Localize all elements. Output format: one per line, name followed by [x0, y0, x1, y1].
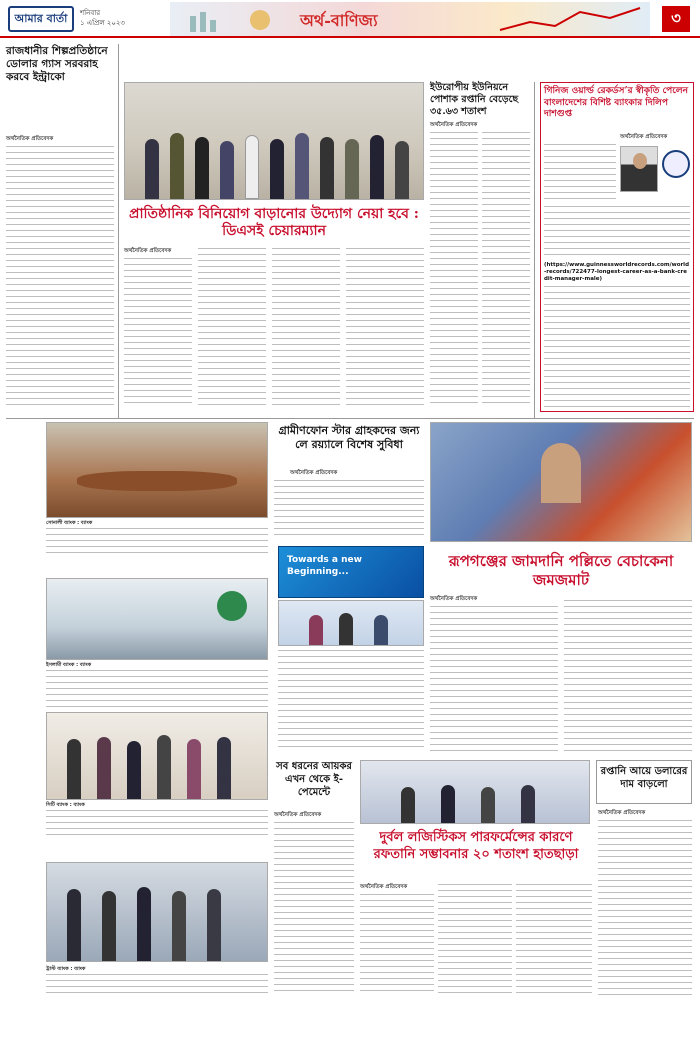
article-2-headline: প্রাতিষ্ঠানিক বিনিয়োগ বাড়ানোর উদ্যোগ নেয়া হবে : ডিএসই চেয়ারম্যান — [129, 206, 419, 239]
logistics-event-photo — [360, 760, 590, 824]
article-8-body — [598, 820, 692, 996]
islami-caption-label: ইসলামী ব্যাংক : ব্যাংক — [46, 662, 92, 668]
grameenphone-event-photo — [278, 600, 424, 646]
city-caption-label: সিটি ব্যাংক : ব্যাংক — [46, 802, 85, 808]
article-2-body-col3 — [272, 248, 340, 408]
article-4-body-mid — [544, 206, 690, 260]
banner-line-1: Towards a new — [287, 555, 362, 565]
article-7-byline: অর্থনৈতিক প্রতিবেদক — [274, 812, 322, 818]
banner-line-2: Beginning... — [287, 567, 349, 577]
article-6-headline: রূপগঞ্জের জামদানি পল্লিতে বেচাকেনা জমজমাট — [448, 552, 674, 589]
article-8-byline: অর্থনৈতিক প্রতিবেদক — [598, 810, 646, 816]
article-4-headline: গিনিজ ওয়ার্ল্ড রেকর্ডস’র স্বীকৃতি পেলেন বাংলাদেশের বিশিষ্ট ব্যাংকার দিলিপ দাশগুপ্ত — [544, 86, 688, 119]
article-4-body-top — [544, 144, 616, 204]
article-1-byline: অর্থনৈতিক প্রতিবেদক — [6, 136, 54, 142]
trust-bank-photo — [46, 862, 268, 962]
article-5-headline: গ্রামীণফোন স্টার গ্রাহকদের জন্য লে রয়্যালে বিশেষ সুবিধা — [278, 424, 420, 451]
newspaper-logo: আমার বার্তা — [8, 6, 74, 32]
article-6-body-col1 — [430, 606, 558, 756]
article-7-headline: সব ধরনের আয়কর এখন থেকে ই-পেমেন্টে — [276, 761, 352, 798]
masthead-date-text: ১ এপ্রিল ২০২৩ — [80, 19, 125, 27]
article-2-byline: অর্থনৈতিক প্রতিবেদক — [124, 248, 172, 254]
article-9-body-col3 — [516, 884, 592, 996]
guinness-logo-icon — [662, 150, 690, 178]
column-divider — [534, 82, 535, 418]
sonali-bank-caption — [46, 520, 268, 556]
article-3-body-col2 — [482, 132, 530, 408]
article-9-body-col1 — [360, 894, 434, 996]
jamdani-loom-photo — [430, 422, 692, 542]
article-8-headline: রপ্তানি আয়ে ডলারের দাম বাড়লো — [596, 760, 692, 804]
section-title — [300, 8, 378, 35]
article-3-headline: ইউরোপীয় ইউনিয়নে পোশাক রপ্তানি বেড়েছে ৩৫.৬৩ শতাংশ — [430, 82, 519, 117]
article-4-url: (https://www.guinnessworldrecords.com/world-records/722477-longest-career-as-a-bank-credit-manager-male) — [544, 262, 690, 282]
article-9-headline: দুর্বল লজিস্টিকস পারফর্মেন্সের কারণে রফতানি সম্ভাবনার ২০ শতাংশ হাতছাড়া — [373, 830, 579, 862]
article-6-byline: অর্থনৈতিক প্রতিবেদক — [430, 596, 478, 602]
article-2-body-col4 — [346, 248, 424, 408]
article-1-body — [6, 146, 114, 406]
banker-portrait — [620, 146, 658, 192]
article-4-body-bottom — [544, 286, 690, 408]
article-4-byline: অর্থনৈতিক প্রতিবেদক — [620, 134, 668, 140]
city-bank-photo — [46, 712, 268, 800]
section-divider — [6, 418, 694, 419]
islami-bank-photo — [46, 578, 268, 660]
trust-bank-caption — [46, 966, 268, 996]
city-bank-caption — [46, 802, 268, 838]
islami-bank-caption — [46, 662, 268, 708]
masthead-chart-icon — [170, 2, 650, 36]
column-divider — [118, 44, 119, 418]
article-7-body — [274, 822, 354, 994]
section-title-a: অর্থ — [300, 11, 325, 30]
masthead-graphic-band — [170, 2, 650, 36]
sonali-caption-label: সোনালী ব্যাংক : ব্যাংক — [46, 520, 93, 526]
trust-caption-label: ট্রাস্ট ব্যাংক : ব্যাংক — [46, 966, 86, 972]
grameenphone-banner — [278, 546, 424, 598]
article-2-body-col2 — [198, 248, 266, 408]
masthead-day: শনিবার — [80, 9, 101, 17]
article-2-body-col1 — [124, 258, 192, 408]
sonali-bank-photo — [46, 422, 268, 518]
article-3-byline: অর্থনৈতিক প্রতিবেদক — [430, 122, 478, 128]
article-5-body-continued — [278, 650, 424, 752]
article-9-byline: অর্থনৈতিক প্রতিবেদক — [360, 884, 408, 890]
article-1-headline: রাজধানীর শিল্পপ্রতিষ্ঠানে ডোলার গ্যাস সরবরাহ করবে ইন্ট্রাকো — [6, 45, 108, 83]
article-3-body-col1 — [430, 132, 478, 408]
page-number: ৩ — [662, 6, 690, 32]
dse-event-photo — [124, 82, 424, 200]
section-title-b: -বাণিজ্য — [324, 11, 378, 30]
masthead-date — [80, 8, 125, 28]
article-6-body-col2 — [564, 600, 692, 756]
article-9-body-col2 — [438, 884, 512, 996]
article-5-byline: অর্থনৈতিক প্রতিবেদক — [290, 470, 338, 476]
article-5-body — [274, 480, 424, 538]
